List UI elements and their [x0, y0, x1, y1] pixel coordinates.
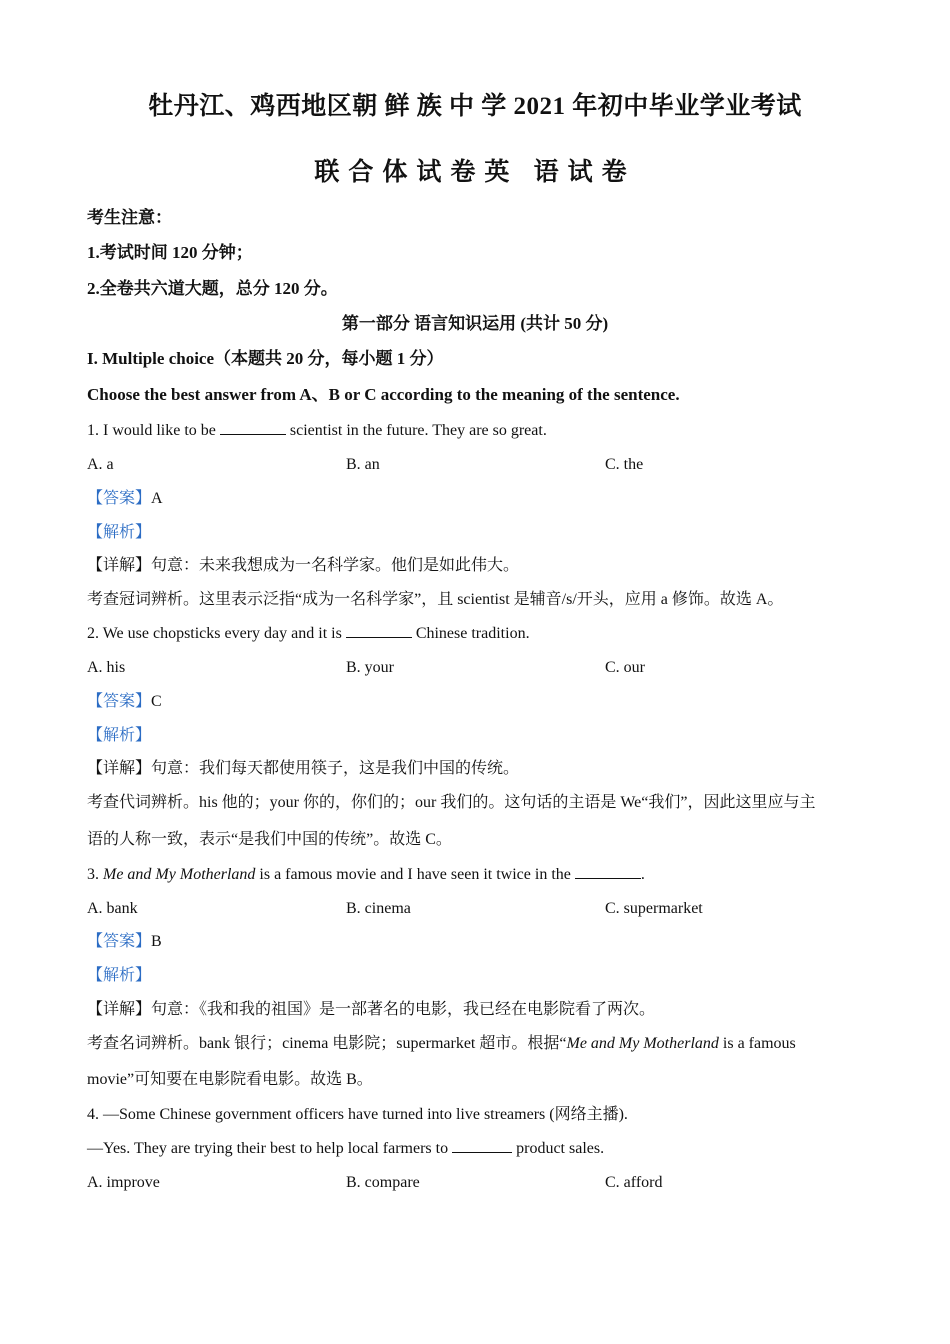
- question-3-detail: [87, 999, 862, 1021]
- answer-tag: 【答案】: [87, 693, 152, 710]
- question-2-explain-line2: 语的人称一致，表示“是我们中国的传统”。故选 C。: [87, 831, 452, 848]
- detail-text: 句意：《我和我的祖国》是一部著名的电影，我已经在电影院看了两次。: [151, 1001, 656, 1018]
- section-instruction: Choose the best answer from A、B or C according to the meaning of the sentence.: [87, 385, 680, 404]
- question-4-option-a: A. improve: [87, 1174, 160, 1191]
- question-4-option-c: C. afford: [605, 1174, 663, 1191]
- explain-before: 考查名词辨析。bank 银行；cinema 电影院；supermarket 超市。根据“: [87, 1035, 567, 1052]
- answer-blank: [575, 864, 641, 879]
- question-2-option-b: B. your: [346, 659, 394, 676]
- detail-tag: 【详解】: [87, 1001, 152, 1018]
- question-2-stem-after: Chinese tradition.: [411, 625, 530, 642]
- movie-title: Me and My Motherland: [103, 866, 256, 883]
- answer-tag: 【答案】: [87, 933, 152, 950]
- question-2-answer: [87, 691, 862, 713]
- question-4-line2: [87, 1138, 862, 1160]
- question-2-explain-line1: 考查代词辨析。his 他的；your 你的，你们的；our 我们的。这句话的主语是 We“我们”，因此这里应与主: [87, 794, 816, 811]
- notice-heading: 考生注意：: [87, 208, 172, 227]
- section-heading: I. Multiple choice（本题共 20 分，每小题 1 分）: [87, 349, 444, 368]
- explain-after: is a famous: [718, 1035, 796, 1052]
- answer-value: C: [151, 693, 162, 710]
- question-1-answer: [87, 488, 862, 510]
- question-3-stem-mid: is a famous movie and I have seen it twice in the: [255, 866, 575, 883]
- question-1-detail: [87, 555, 862, 577]
- question-3-stem-end: .: [640, 866, 645, 883]
- notice-item-2: 2.全卷共六道大题，总分 120 分。: [87, 279, 338, 298]
- question-1-stem: [87, 420, 862, 442]
- question-2-stem-before: 2. We use chopsticks every day and it is: [87, 625, 346, 642]
- question-2-detail: [87, 758, 862, 780]
- detail-tag: 【详解】: [87, 557, 152, 574]
- question-4-option-b: B. compare: [346, 1174, 420, 1191]
- question-2-analysis: [87, 725, 862, 747]
- question-3-num: 3.: [87, 866, 103, 883]
- exam-title-line2: 联合体试卷英 语试卷: [314, 159, 636, 186]
- question-2-option-c: C. our: [605, 659, 645, 676]
- analysis-tag: 【解析】: [87, 967, 152, 984]
- answer-value: A: [151, 490, 163, 507]
- question-3-analysis: [87, 965, 862, 987]
- question-1-explain: 考查冠词辨析。这里表示泛指“成为一名科学家”，且 scientist 是辅音/s/开头，应用 a 修饰。故选 A。: [87, 591, 784, 608]
- notice-item-1: 1.考试时间 120 分钟；: [87, 243, 253, 262]
- detail-text: 句意：未来我想成为一名科学家。他们是如此伟大。: [151, 557, 520, 574]
- analysis-tag: 【解析】: [87, 727, 152, 744]
- question-1-analysis: [87, 522, 862, 544]
- answer-blank: [346, 623, 412, 638]
- question-1-option-a: A. a: [87, 456, 114, 473]
- question-3-stem: [87, 864, 862, 886]
- question-1-option-c: C. the: [605, 456, 644, 473]
- exam-title-line1: 牡丹江、鸡西地区朝 鲜 族 中 学 2021 年初中毕业学业考试: [148, 93, 802, 120]
- question-3-explain-line1: [87, 1033, 862, 1055]
- question-4-after: product sales.: [512, 1140, 605, 1157]
- question-2-stem: [87, 623, 862, 645]
- answer-blank: [452, 1138, 512, 1153]
- part-title: 第一部分 语言知识运用 (共计 50 分): [341, 314, 609, 333]
- question-3-explain-line2: movie”可知要在电影院看电影。故选 B。: [87, 1071, 373, 1088]
- question-3-option-b: B. cinema: [346, 900, 411, 917]
- question-3-answer: [87, 931, 862, 953]
- answer-tag: 【答案】: [87, 490, 152, 507]
- question-3-option-a: A. bank: [87, 900, 138, 917]
- question-1-stem-before: 1. I would like to be: [87, 422, 220, 439]
- detail-text: 句意：我们每天都使用筷子，这是我们中国的传统。: [151, 760, 520, 777]
- question-3-option-c: C. supermarket: [605, 900, 703, 917]
- question-4-before: —Yes. They are trying their best to help local farmers to: [87, 1140, 453, 1157]
- analysis-tag: 【解析】: [87, 524, 152, 541]
- detail-tag: 【详解】: [87, 760, 152, 777]
- movie-title: Me and My Motherland: [566, 1035, 719, 1052]
- question-1-stem-after: scientist in the future. They are so great.: [285, 422, 547, 439]
- answer-value: B: [151, 933, 162, 950]
- answer-blank: [220, 420, 286, 435]
- question-2-option-a: A. his: [87, 659, 126, 676]
- question-1-option-b: B. an: [346, 456, 380, 473]
- question-4-line1: 4. —Some Chinese government officers have turned into live streamers (网络主播).: [87, 1106, 628, 1123]
